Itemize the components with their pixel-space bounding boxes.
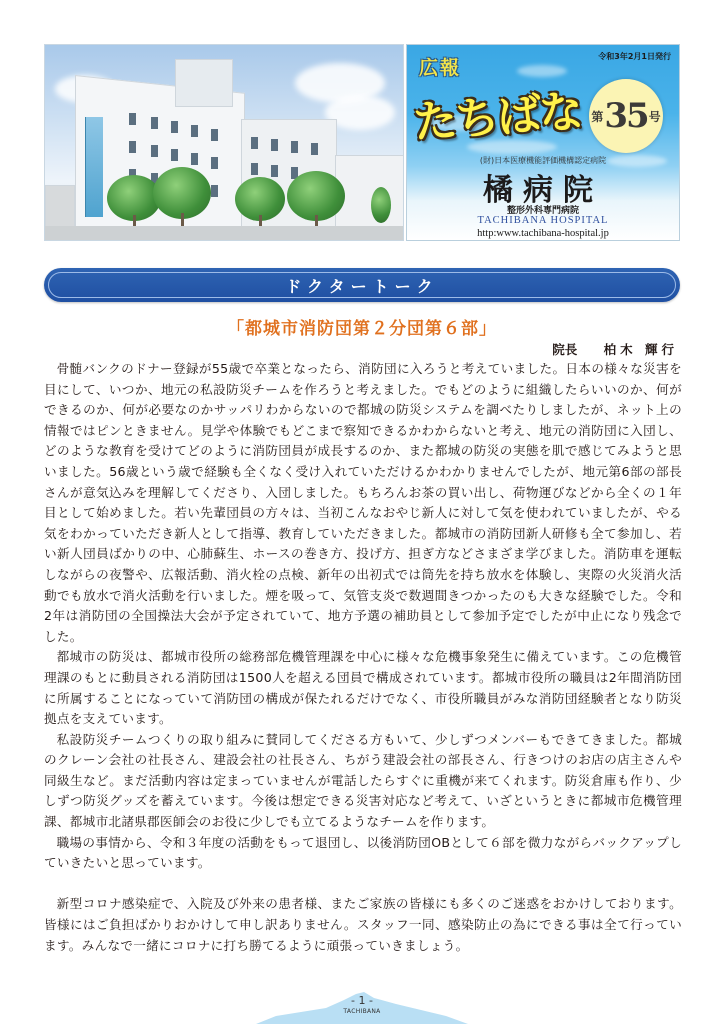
issue-prefix: 第 xyxy=(591,109,604,124)
hospital-building-photo xyxy=(44,44,404,241)
article-author xyxy=(552,340,678,358)
newsletter-header xyxy=(44,44,680,241)
author-role: 院長 xyxy=(552,342,578,357)
section-heading-bar xyxy=(44,268,680,302)
page-number: - 1 - xyxy=(351,994,373,1007)
hospital-specialty: 整形外科専門病院 xyxy=(506,206,579,216)
koho-label: 広報 xyxy=(419,57,462,79)
newsletter-masthead xyxy=(406,44,680,241)
paragraph: 都城市の防災は、都城市役所の総務部危機管理課を中心に様々な危機事象発生に備えています。この危機管理課のもとに動員される消防団は1500人を超える団員で構成されています。都城市役所の職員は2年間消防団に所属することになっていて消防団の構成が保たれるだけでなく、市役所職員がみな消防団経験者となり防災拠点を支えています。 xyxy=(44,649,682,727)
section-heading-label: ドクタートーク xyxy=(285,277,439,296)
issue-number-badge xyxy=(589,79,663,153)
paragraph: 私設防災チームつくりの取り組みに賛同してくださる方もいて、少しずつメンバーもできてきました。都城のクレーン会社の社長さん、建設会社の社長さん、ちがう建設会社の部長さん、行きつけのお店の店主さんや同級生など。まだ活動内容は定まっていませんが電話したらすぐに重機が来てくれます。防災倉庫も作り、少しずつ防災グッズを蓄えています。今後は想定できる災害対応など考えて、いざというときに都城市危機管理課、都城市北諸県郡医師会のお役に少しでも立てるようなチームを作ります。 xyxy=(44,731,682,830)
footer-brand: TACHIBANA xyxy=(343,1008,381,1015)
author-name: 柏木 輝行 xyxy=(603,342,678,357)
newsletter-title: たちばな xyxy=(411,86,583,149)
certification-text: (財)日本医療機能評価機構認定病院 xyxy=(479,156,607,165)
issue-date: 令和3年2月1日発行 xyxy=(598,52,671,61)
hospital-name: 橘病院 xyxy=(483,173,603,208)
issue-number: 35 xyxy=(604,96,648,136)
paragraph: 職場の事情から、令和３年度の活動をもって退団し、以後消防団OBとして６部を微力ながらバックアップしていきたいと思っています。 xyxy=(44,834,682,871)
article-title: 「都城市消防団第２分団第６部」 xyxy=(227,319,497,339)
issue-suffix: 号 xyxy=(648,109,661,124)
article-body xyxy=(44,359,682,956)
paragraph: 新型コロナ感染症で、入院及び外来の患者様、またご家族の皆様にも多くのご迷惑をおかけしております。皆様にはご負担ばかりおかけして申し訳ありません。スタッフ一同、感染防止の為にできる事は全て行っています。みんなで一緒にコロナに打ち勝てるように頑張っていきましょう。 xyxy=(44,896,682,953)
hospital-url: http:www.tachibana-hospital.jp xyxy=(477,228,609,239)
hospital-name-en: TACHIBANA HOSPITAL xyxy=(477,215,609,226)
paragraph: 骨髄バンクのドナー登録が55歳で卒業となったら、消防団に入ろうと考えていました。日本の様々な災害を目にして、いつか、地元の私設防災チームを作ろうと考えました。でもどのように組織したらいいのか、何ができるのか、何が必要なのかサッパリわからないので都城の防災システムを調べたりしましたが、ネット上の情報ではピンときません。見学や体験でもどこまで察知できるかわからないと考え、地元の消防団に入団し、どのような教育を受けてどのように消防団員が成長するのか、また都城の防災の実態を肌で感じてみようと思いました。56歳という歳で経験も全くなく受け入れていただけるかわかりませんでしたが、地元第6部の部長さんが意気込みを理解してくださり、入団しました。もちろんお茶の買い出し、荷物運びなどから全くの１年目として始めました。若い先輩団員の方々は、当初こんなおやじ新人に対して気を使われていましたが、やる気をわかっていただき新人として指導、教育していただきました。都城市の消防団新人研修も全て参加し、若い新人団員ばかりの中、心肺蘇生、ホースの巻き方、投げ方、担ぎ方などさまざま学びました。消防車を運転しながらの夜警や、広報活動、消火栓の点検、新年の出初式では筒先を持ち放水を体験し、実際の火災消火活動でも放水で消火活動を行いました。煙を吸って、気管支炎で数週間きつかったのも大きな経験でした。令和2年は消防団の全国操法大会が予定されていて、地方予選の補助員として参加予定でしたが中止になり残念でした。 xyxy=(44,361,682,644)
